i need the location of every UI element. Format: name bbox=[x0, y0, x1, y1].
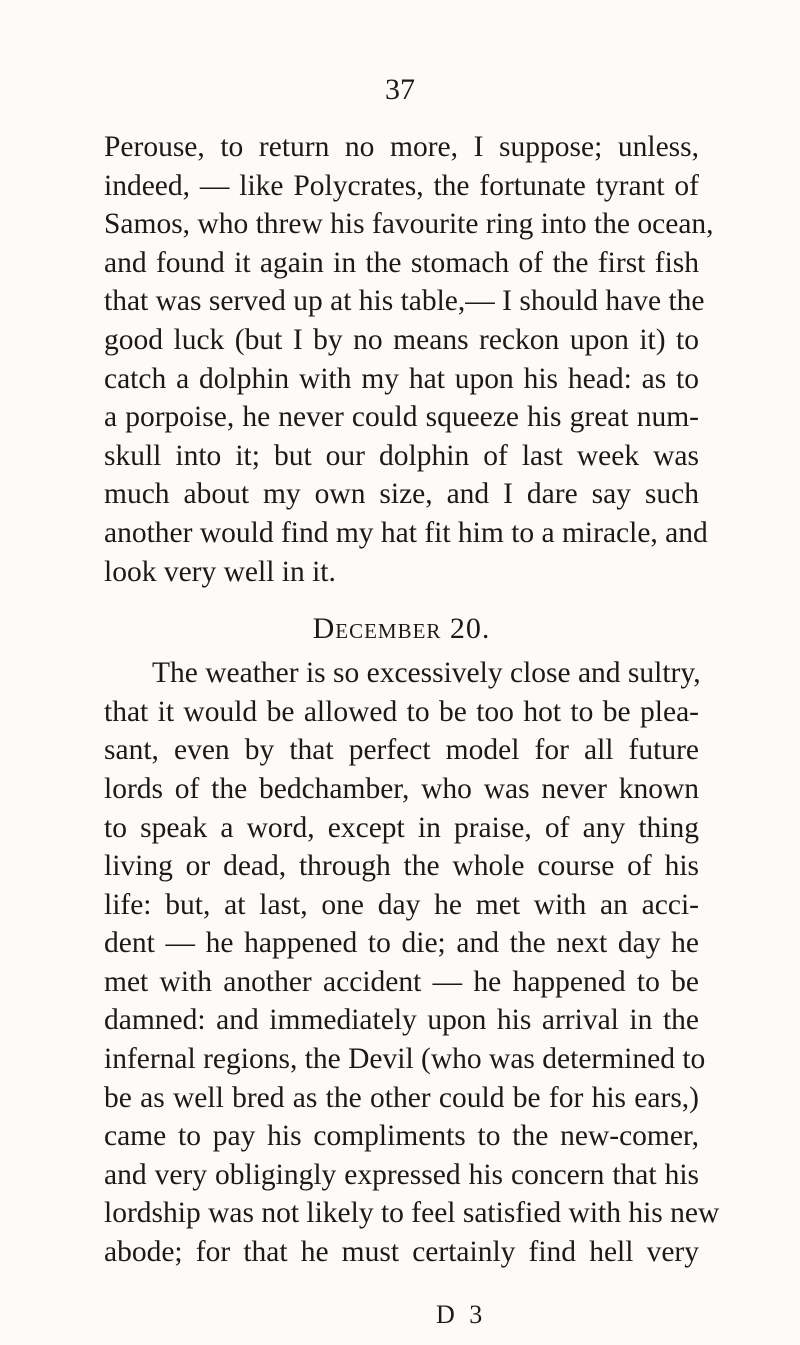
page-body bbox=[104, 128, 720, 1272]
text-line: infernal regions, the Devil (who was determined to bbox=[104, 1043, 706, 1076]
text-line: met with another accident — he happened to be bbox=[104, 965, 699, 998]
paragraph-2 bbox=[104, 654, 720, 1272]
text-line: indeed, — like Polycrates, the fortunate tyrant of bbox=[104, 169, 699, 202]
text-line: skull into it; but our dolphin of last week was bbox=[104, 439, 699, 472]
text-line: abode; for that he must certainly find hell very bbox=[104, 1236, 699, 1269]
text-line: and very obligingly expressed his concern that his bbox=[104, 1158, 699, 1191]
text-line: much about my own size, and I dare say such bbox=[104, 478, 699, 511]
text-line: another would find my hat fit him to a miracle, and bbox=[104, 516, 708, 549]
text-line: good luck (but I by no means reckon upon it) to bbox=[104, 323, 699, 356]
text-line: and found it again in the stomach of the first fish bbox=[104, 246, 699, 279]
text-line: Samos, who threw his favourite ring into the ocean, bbox=[104, 208, 714, 241]
text-line: be as well bred as the other could be for his ears,) bbox=[104, 1081, 699, 1114]
text-line: life: but, at last, one day he met with an acci- bbox=[104, 888, 699, 921]
text-line: to speak a word, except in praise, of any thing bbox=[104, 811, 699, 844]
text-line: that it would be allowed to be too hot to be plea- bbox=[104, 695, 699, 728]
text-line: Perouse, to return no more, I suppose; unless, bbox=[104, 131, 699, 163]
page-number: 37 bbox=[385, 73, 415, 106]
text-line: living or dead, through the whole course of his bbox=[104, 850, 699, 883]
text-line: that was served up at his table,— I should have the bbox=[104, 285, 705, 318]
text-line: damned: and immediately upon his arrival in the bbox=[104, 1004, 699, 1037]
entry-date-heading: December 20. bbox=[312, 612, 491, 646]
text-line: dent — he happened to die; and the next day he bbox=[104, 927, 699, 960]
text-line: The weather is so excessively close and sultry, bbox=[152, 657, 701, 690]
paragraph-1 bbox=[104, 128, 714, 591]
text-line: sant, even by that perfect model for all future bbox=[104, 734, 699, 767]
text-line: catch a dolphin with my hat upon his head: as to bbox=[104, 362, 699, 395]
text-line: lordship was not likely to feel satisfied with his new bbox=[104, 1197, 720, 1230]
text-line: lords of the bedchamber, who was never known bbox=[104, 772, 699, 805]
text-line: came to pay his compliments to the new-comer, bbox=[104, 1120, 699, 1153]
signature-mark: D 3 bbox=[436, 1300, 487, 1329]
text-line: a porpoise, he never could squeeze his great num- bbox=[104, 401, 699, 434]
text-line: look very well in it. bbox=[104, 555, 336, 588]
